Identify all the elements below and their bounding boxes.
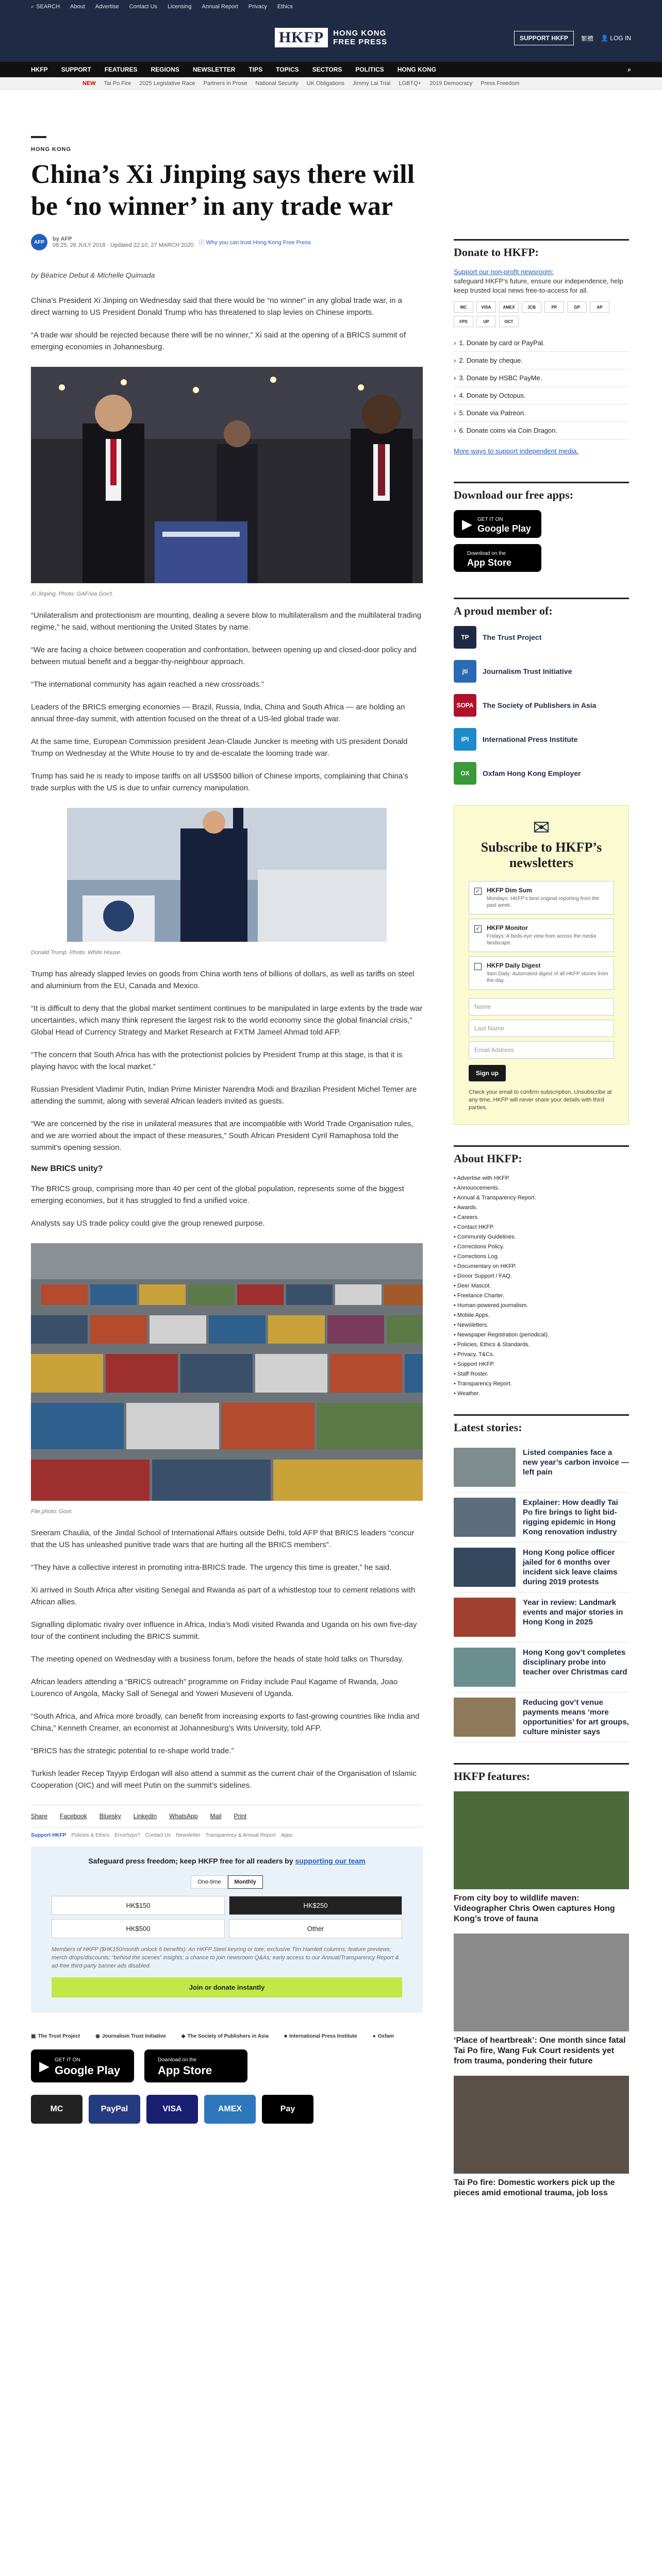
oxfam-icon: ● [372, 2033, 376, 2039]
footer-link[interactable]: Newsletter [176, 1833, 201, 1838]
footer-badges [31, 2033, 423, 2039]
amount-option[interactable]: HK$500 [52, 1919, 225, 1938]
newsletter-note: Check your email to confirm subscription. Unsubscribe at any time, HKFP will never share your details with third parties. [469, 1089, 612, 1111]
share-print[interactable]: Print [234, 1812, 247, 1820]
trending-link[interactable]: Press Freedom [481, 80, 520, 87]
article-paragraph: “Unilateralism and protectionism are mounting, dealing a severe blow to multilateralism and the multilateral trading regime,” he said, without mentioning the United States by name. [31, 611, 422, 632]
payment-method-icon: VISA [476, 301, 496, 313]
xi-jinping-photo [31, 367, 423, 583]
feature-story[interactable]: Tai Po fire: Domestic workers pick up the pieces amid emotional trauma, job loss [454, 2076, 629, 2198]
about-link[interactable]: • Support HKFP. [454, 1360, 629, 1369]
trust-project-icon: TP [454, 626, 476, 649]
badge-oxfam[interactable]: ● Oxfam [372, 2033, 394, 2039]
sopa-icon: SOPA [454, 694, 476, 717]
newsletter-widget [454, 805, 629, 1125]
donation-note: Members of HKFP ($HK150/month unlock 6 benefits): An HKFP Steel keyring or tote; exclusive Tim Hamlett columns; feature previews; merch drops/discounts; “behind the scenes” insights; a chance to join newsroom Q&As; early access to our Annual/Transparency Report & ad-free third-party banner ads disabled. [52, 1946, 399, 1969]
language-switch[interactable]: 繁體 [581, 35, 594, 42]
nav-item-sectors[interactable]: SECTORS [312, 66, 342, 73]
topbar-link[interactable]: Ethics [277, 4, 293, 10]
checkbox-unchecked[interactable] [474, 963, 482, 970]
article-paragraph: China’s President Xi Jinping on Wednesday said that there would be “no winner” in any global trade war, in a direct warning to US President Donald Trump who has threatened to slap levies on Chinese imports. [31, 296, 402, 317]
shipping-containers-photo [31, 1243, 423, 1501]
share-bar [31, 1805, 423, 1827]
share-linkedin[interactable]: LinkedIn [133, 1812, 157, 1820]
payment-method-icon: GP [567, 301, 587, 313]
author-and-dates: by AFP 08:25, 26 JULY 2018 · Updated 22:10, 27 MARCH 2020 [53, 236, 194, 248]
about-link[interactable]: • Advertise with HKFP. [454, 1174, 629, 1183]
article-paragraph: “BRICS has the strategic potential to re-shape world trade.” [31, 1747, 234, 1755]
payment-method-icon: OCT [499, 316, 519, 327]
about-link[interactable]: • Awards. [454, 1203, 629, 1213]
about-link[interactable]: • Staff Roster. [454, 1369, 629, 1379]
sidebar-app-store-button[interactable]: Download on the App Store [454, 544, 541, 572]
footer-app-buttons [31, 2049, 423, 2082]
story-thumbnail [454, 1598, 516, 1637]
nav-item-hkfp[interactable]: HKFP [31, 66, 48, 73]
article-paragraph: Xi arrived in South Africa after visiting Senegal and Rwanda as part of a whistlestop tour to cement relations with African allies. [31, 1586, 416, 1606]
nav-item-newsletter[interactable]: NEWSLETTER [192, 66, 236, 73]
amount-option-selected[interactable]: HK$250 [229, 1896, 402, 1915]
donation-amounts [52, 1896, 402, 1938]
trending-bar [0, 77, 662, 90]
feature-image [454, 1791, 629, 1889]
site-logo[interactable] [275, 28, 387, 47]
latest-story[interactable]: Year in review: Landmark events and major stories in Hong Kong in 2025 [454, 1592, 629, 1642]
article-title: China’s Xi Jinping says there will be ‘no winner’ in any trade war [31, 160, 415, 221]
article-subhead: New BRICS unity? [31, 1164, 103, 1173]
article [31, 90, 423, 2208]
donation-methods-list [454, 334, 629, 439]
donate-method-link[interactable]: › 4. Donate by Octopus. [454, 387, 629, 404]
trending-link[interactable]: 2025 Legislative Race [139, 80, 195, 87]
trust-icon: ▣ [31, 2033, 36, 2039]
author-avatar[interactable]: AFP [31, 234, 47, 250]
newsletter-option[interactable]: HKFP Daily Digest 9am Daily: Automated digest of all HKFP stories from the day. [469, 956, 614, 990]
donation-box [31, 1846, 423, 2013]
story-thumbnail [454, 1648, 516, 1687]
google-play-button[interactable]: ▶ GET IT ON Google Play [31, 2049, 134, 2082]
top-utility-bar [0, 0, 662, 13]
share-facebook[interactable]: Facebook [60, 1812, 87, 1820]
ipi-icon: ■ [284, 2033, 287, 2039]
topbar-link[interactable]: Advertise [95, 4, 119, 10]
share-whatsapp[interactable]: WhatsApp [169, 1812, 198, 1820]
article-paragraph: Russian President Vladimir Putin, Indian Prime Minister Narendra Modi and Brazilian President Michel Temer are attending the summit, along with several African leaders invited as guests. [31, 1085, 417, 1106]
story-thumbnail [454, 1498, 516, 1537]
search-icon[interactable]: ⌕ [627, 65, 631, 73]
trending-link[interactable]: Jimmy Lai Trial [353, 80, 391, 87]
nav-item-regions[interactable]: REGIONS [151, 66, 179, 73]
feature-image [454, 2076, 629, 2174]
feature-image [454, 1934, 629, 2031]
nav-item-support[interactable]: SUPPORT [61, 66, 91, 73]
topbar-link[interactable]: Licensing [168, 4, 192, 10]
article-paragraph: Trump has said he is ready to impose tariffs on all US$500 billion of Chinese imports, complaining that China’s trade surplus with the US is due to unfair currency manipulation. [31, 772, 408, 792]
badge-trust-project[interactable]: ▣ The Trust Project [31, 2033, 80, 2039]
article-paragraph: “We are facing a choice between cooperation and confrontation, between opening up and closed-door policy and between mutual benefit and a beggar-thy-neighbour approach. [31, 646, 417, 666]
article-paragraph: “A trade war should be rejected because there will be no winner,” Xi said at the opening of a BRICS summit of emerging economies in Johannesburg. [31, 331, 406, 351]
member-trust-project[interactable]: TP The Trust Project [454, 626, 629, 649]
about-link[interactable]: • Donor Support / FAQ. [454, 1272, 629, 1281]
sidebar [454, 90, 629, 2208]
article-paragraph: At the same time, European Commission president Jean-Claude Juncker is meeting with US president Donald Trump on Wednesday at the White House to try and de-escalate the looming trade war. [31, 737, 408, 758]
about-link[interactable]: • Newsletters. [454, 1320, 629, 1330]
trending-link[interactable]: National Security [255, 80, 299, 87]
trending-link[interactable]: Partners in Prose [203, 80, 247, 87]
about-widget-title: About HKFP: [454, 1145, 629, 1165]
payment-method-icon: FPS [454, 316, 473, 327]
donation-frequency [52, 1875, 402, 1889]
checkbox-checked[interactable]: ✓ [474, 925, 482, 933]
nav-item-tips[interactable]: TIPS [249, 66, 263, 73]
donate-intro: Support our non-profit newsroom: safeguard HKFP’s future, ensure our independence, help keep trusted local news free-to-access for all. [454, 268, 623, 294]
article-paragraph: “South Africa, and Africa more broadly, can benefit from increasing exports to fast-growing countries like India and China,” Kenneth Creamer, an economist at Johannesburg’s Wits University, told AFP. [31, 1712, 420, 1733]
newsletter-option[interactable]: ✓ HKFP Monitor Fridays: A birds-eye view from across the media landscape. [469, 919, 614, 952]
more-ways-paragraph [454, 447, 629, 456]
paypal-icon: PayPal [89, 2095, 140, 2124]
trending-link[interactable]: 2019 Democracy [429, 80, 473, 87]
article-paragraph: African leaders attending a “BRICS outreach” programme on Friday include Paul Kagame of Rwanda, Joao Lourenco of Angola, Macky Sall of Senegal and Yoweri Museveni of Uganda. [31, 1677, 398, 1698]
share-mail[interactable]: Mail [210, 1812, 222, 1820]
main-nav [0, 62, 662, 77]
site-header [0, 13, 662, 62]
about-link[interactable]: • Documentary on HKFP. [454, 1262, 629, 1272]
member-jti[interactable]: jti Journalism Trust Initiative [454, 660, 629, 683]
photo-caption: Xi Jinping. Photo: GAF/via Gov't. [31, 591, 113, 597]
jti-icon: ◉ [95, 2033, 100, 2039]
payment-method-icon: UP [476, 316, 496, 327]
sidebar-google-play-button[interactable]: ▶ GET IT ON Google Play [454, 510, 541, 538]
nav-item-politics[interactable]: POLITICS [355, 66, 384, 73]
about-link[interactable]: • Mobile Apps. [454, 1311, 629, 1320]
share-bluesky[interactable]: Bluesky [99, 1812, 121, 1820]
payment-method-icon: AP [590, 301, 609, 313]
trust-link[interactable]: ⓘ Why you can trust Hong Kong Free Press [198, 240, 311, 246]
features-widget-title: HKFP features: [454, 1763, 629, 1783]
trending-link[interactable]: LGBTQ+ [399, 80, 422, 87]
photo-caption: File photo: Govt. [31, 1509, 73, 1515]
member-sopa[interactable]: SOPA The Society of Publishers in Asia [454, 694, 629, 717]
signup-button[interactable]: Sign up [469, 1065, 506, 1081]
footer-link[interactable]: Support HKFP [31, 1833, 67, 1838]
donate-method-link[interactable]: › 6. Donate coins via Coin Dragon. [454, 422, 629, 439]
badge-sopa[interactable]: ◆ The Society of Publishers in Asia [181, 2033, 269, 2039]
amount-option-other[interactable]: Other [229, 1919, 402, 1938]
last-name-input[interactable]: Last Name [469, 1020, 614, 1037]
donate-method-link[interactable]: › 5. Donate via Patreon. [454, 404, 629, 422]
user-icon: 👤 [601, 35, 610, 42]
checkbox-checked[interactable]: ✓ [474, 888, 482, 895]
play-icon: ▶ [39, 2058, 49, 2074]
newsletter-option[interactable]: ✓ HKFP Dim Sum Mondays: HKFP’s best original reporting from the past week. [469, 881, 614, 914]
login-link[interactable]: 👤 LOG IN [601, 35, 631, 42]
search-icon: ⌕ [31, 3, 35, 10]
article-paragraph: Turkish leader Recep Tayyip Erdogan will also attend a summit as the current chair of the Organisation of Islamic Cooperation (OIC) and will meet Putin on the summit’s sidelines. [31, 1769, 417, 1790]
amex-icon: AMEX [204, 2095, 256, 2124]
visa-icon: VISA [146, 2095, 198, 2124]
about-link[interactable]: • Newspaper Registration (periodical). [454, 1330, 629, 1340]
payment-method-icon: JCB [522, 301, 541, 313]
donate-method-link[interactable]: › 1. Donate by card or PayPal. [454, 334, 629, 352]
topbar-link[interactable]: Contact Us [129, 4, 158, 10]
payment-methods [454, 301, 629, 327]
play-icon: ▶ [462, 516, 472, 532]
email-input[interactable]: Email Address [469, 1041, 614, 1059]
app-store-button[interactable]: Download on the App Store [144, 2049, 247, 2082]
header-actions [514, 31, 631, 45]
article-kicker[interactable]: HONG KONG [31, 146, 72, 152]
payment-cards [31, 2095, 423, 2124]
member-widget-title: A proud member of: [454, 598, 629, 618]
about-link[interactable]: • Privacy, T&Cs. [454, 1350, 629, 1360]
mastercard-icon: MC [31, 2095, 82, 2124]
about-link[interactable]: • Deer Mascot. [454, 1281, 629, 1291]
member-ipi[interactable]: IPI International Press Institute [454, 728, 629, 751]
info-icon: ⓘ [198, 240, 206, 246]
more-ways-link[interactable]: More ways to support independent media. [454, 447, 579, 455]
article-paragraph: The meeting opened on Wednesday with a business forum, before the heads of state hold talks on Thursday. [31, 1655, 404, 1664]
article-paragraph: “The international community has again reached a new crossroads.” [31, 680, 264, 689]
payment-method-icon: PP [544, 301, 564, 313]
about-link[interactable]: • Announcements. [454, 1183, 629, 1193]
member-oxfam[interactable]: OX Oxfam Hong Kong Employer [454, 762, 629, 785]
newsletter-title: Subscribe to HKFP’s newsletters [481, 840, 602, 870]
about-list [454, 1174, 629, 1399]
footer-link[interactable]: Error/typo? [114, 1833, 140, 1838]
name-input[interactable]: Name [469, 998, 614, 1015]
footer-link[interactable]: Apps [280, 1833, 293, 1838]
nav-item-topics[interactable]: TOPICS [276, 66, 299, 73]
article-paragraph: Sreeram Chaulia, of the Jindal School of International Affairs outside Delhi, told AFP that BRICS leaders “concur that the US has unleashed punitive trade wars that are hurting all the BRICS members”. [31, 1529, 415, 1549]
donate-method-link[interactable]: › 2. Donate by cheque. [454, 352, 629, 369]
latest-story[interactable]: Hong Kong gov’t completes disciplinary probe into teacher over Christmas card [454, 1642, 629, 1692]
about-link[interactable]: • Freelance Charter. [454, 1291, 629, 1301]
topbar-link[interactable]: About [70, 4, 85, 10]
page-body [0, 90, 662, 2208]
about-link[interactable]: • Transparency Report. [454, 1379, 629, 1389]
photo-caption: Donald Trump. Photo: White House. [31, 950, 122, 956]
feature-story[interactable]: ‘Place of heartbreak’: One month since fatal Tai Po fire, Wang Fuk Court residents yet from trauma, pondering their future [454, 1934, 629, 2066]
badge-jti[interactable]: ◉ Journalism Trust Initiative [95, 2033, 166, 2039]
logo-box: HKFP [275, 28, 328, 47]
kicker-rule [31, 136, 46, 138]
about-link[interactable]: • Corrections Log. [454, 1252, 629, 1262]
topbar-link[interactable]: Privacy [248, 4, 267, 10]
nav-item-hong-kong[interactable]: HONG KONG [397, 66, 437, 73]
ipi-icon: IPI [454, 728, 476, 751]
search-link[interactable]: ⌕ SEARCH [31, 3, 60, 10]
article-authors: by Béatrice Debut & Michelle Quimada [31, 271, 155, 279]
article-paragraph: Analysts say US trade policy could give the group renewed purpose. [31, 1219, 265, 1228]
freq-one-time[interactable]: One-time [191, 1875, 227, 1889]
envelope-icon: ✉ [533, 817, 550, 839]
about-link[interactable]: • Weather. [454, 1389, 629, 1399]
latest-story[interactable]: Hong Kong police officer jailed for 6 months over incident sick leave claims during 2019 protests [454, 1543, 629, 1592]
footer-link[interactable]: Contact Us [145, 1833, 171, 1838]
logo-text: HONG KONG FREE PRESS [333, 29, 388, 46]
latest-story[interactable]: Listed companies face a new year’s carbon invoice — left pain [454, 1443, 629, 1493]
article-paragraph: The BRICS group, comprising more than 40 per cent of the global population, represents some of the biggest emerging economies, but it has struggled to find a unified voice. [31, 1184, 404, 1205]
story-thumbnail [454, 1548, 516, 1587]
about-link[interactable]: • Policies, Ethics & Standards. [454, 1340, 629, 1350]
share-label: Share [31, 1812, 48, 1820]
donald-trump-photo [31, 808, 423, 942]
feature-story[interactable]: From city boy to wildlife maven: Videographer Chris Owen captures Hong Kong’s trove of fauna [454, 1791, 629, 1924]
article-paragraph: Leaders of the BRICS emerging economies — Brazil, Russia, India, China and South Africa — are holding an annual three-day summit, with attention focused on the threat of a US-led global trade war. [31, 703, 405, 723]
join-donate-button[interactable]: Join or donate instantly [52, 1977, 402, 1997]
story-thumbnail [454, 1448, 516, 1487]
footer-link[interactable]: Policies & Ethics [71, 1833, 110, 1838]
sopa-icon: ◆ [181, 2033, 186, 2039]
about-link[interactable]: • Careers. [454, 1213, 629, 1223]
article-paragraph: “We are concerned by the rise in unilateral measures that are incompatible with World Trade Organisation rules, and we are worried about the impact of these measures,” South African President Cyril Ramaphosa told the summit’s opening session. [31, 1120, 413, 1152]
byline [31, 234, 423, 250]
badge-ipi[interactable]: ■ International Press Institute [284, 2033, 357, 2039]
latest-story[interactable]: Reducing gov’t venue payments means ‘more opportunities’ for art groups, culture minister says [454, 1692, 629, 1742]
about-link[interactable]: • Corrections Policy. [454, 1242, 629, 1252]
donate-widget-title: Donate to HKFP: [454, 239, 629, 259]
payment-method-icon: MC [454, 301, 473, 313]
about-link[interactable]: • Contact HKFP. [454, 1223, 629, 1232]
trending-link[interactable]: Tai Po Fire [104, 80, 131, 87]
apps-widget-title: Download our free apps: [454, 482, 629, 502]
about-link[interactable]: • Annual & Transparency Report. [454, 1193, 629, 1203]
footer-link[interactable]: Transparency & Annual Report [205, 1833, 276, 1838]
support-hkfp-button[interactable]: SUPPORT HKFP [514, 31, 574, 45]
apple-pay-icon: Pay [262, 2095, 313, 2124]
about-link[interactable]: • Community Guidelines. [454, 1232, 629, 1242]
about-link[interactable]: • Human-powered journalism. [454, 1301, 629, 1311]
article-paragraph: Signalling diplomatic rivalry over influence in Africa, India’s Modi visited Rwanda and Uganda on his own five-day tour of the continent including the BRICS summit. [31, 1620, 417, 1641]
nav-item-features[interactable]: FEATURES [104, 66, 138, 73]
article-footer-links [31, 1833, 423, 1838]
freq-monthly[interactable]: Monthly [228, 1875, 263, 1889]
payment-method-icon: AMEX [499, 301, 519, 313]
donation-title: Safeguard press freedom; keep HKFP free for all readers by supporting our team [88, 1857, 366, 1865]
article-paragraph: “The concern that South Africa has with the protectionist policies by President Trump at this stage, is that it is playing havoc with the local market.” [31, 1050, 403, 1071]
new-label: NEW [82, 80, 96, 87]
amount-option[interactable]: HK$150 [52, 1896, 225, 1915]
story-thumbnail [454, 1698, 516, 1737]
topbar-link[interactable]: Annual Report [202, 4, 238, 10]
article-paragraph: Trump has already slapped levies on goods from China worth tens of billions of dollars, as well as tariffs on steel and aluminium from the EU, Canada and Mexico. [31, 970, 415, 990]
donate-method-link[interactable]: › 3. Donate by HSBC PayMe. [454, 369, 629, 387]
latest-story[interactable]: Explainer: How deadly Tai Po fire brings to light bid-rigging epidemic in Hong Kong renovation industry [454, 1493, 629, 1543]
article-paragraph: “They have a collective interest in promoting intra-BRICS trade. The urgency this time is greater,” he said. [31, 1563, 392, 1572]
jti-icon: jti [454, 660, 476, 683]
trending-link[interactable]: UK Obligations [306, 80, 345, 87]
oxfam-icon: OX [454, 762, 476, 785]
article-paragraph: “It is difficult to deny that the global market sentiment continues to be manipulated in large extents by the trade war uncertainties, which many think represent the largest risk to the world economy since the global financial crisis,” Global Head of Currency Strategy and Market Research at FXTM Jameel Ahmad told AFP. [31, 1004, 423, 1037]
support-team-link[interactable]: supporting our team [295, 1857, 366, 1865]
latest-widget-title: Latest stories: [454, 1414, 629, 1434]
